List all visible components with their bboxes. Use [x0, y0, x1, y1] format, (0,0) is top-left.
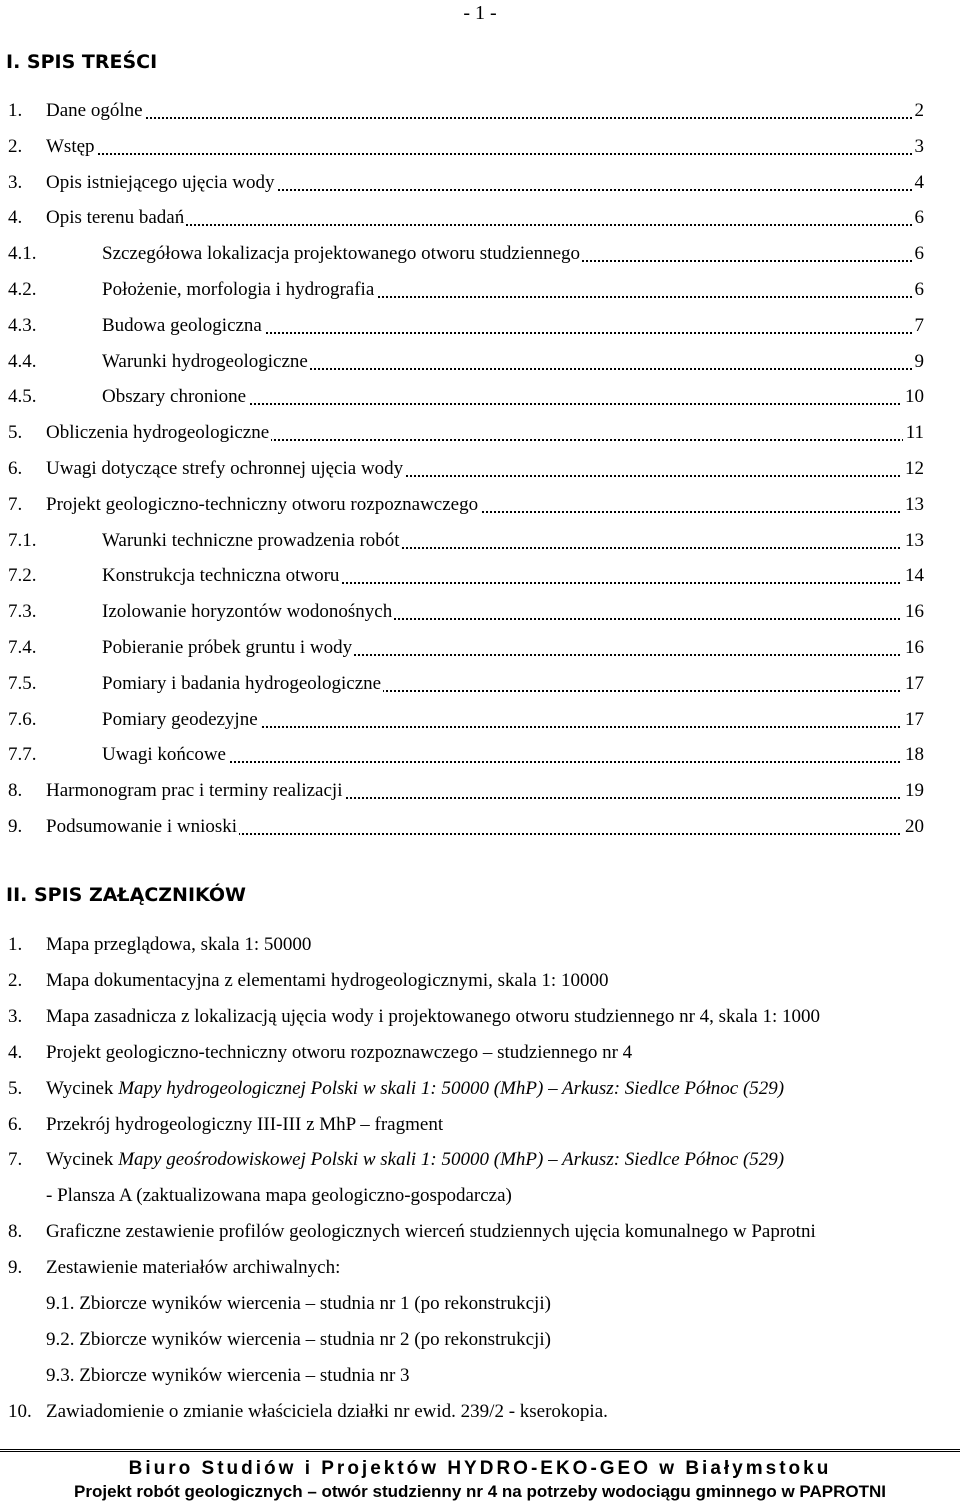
attachment-number: 3. [8, 1005, 23, 1027]
toc-entry-leader [46, 490, 924, 520]
toc-entry-leader [46, 454, 924, 484]
toc-entry-number: 7.5. [8, 672, 37, 694]
toc-entry[interactable] [0, 168, 960, 198]
toc-entry-title: Opis terenu badań [46, 207, 185, 229]
attachment-text [46, 1397, 608, 1427]
toc-entry-title: Pobieranie próbek gruntu i wody [102, 637, 353, 658]
toc-entry-title: Opis istniejącego ujęcia wody [46, 171, 275, 193]
toc-entry-leader [46, 418, 924, 448]
attachment-item [0, 1145, 960, 1175]
toc-entry-leader [102, 633, 924, 663]
toc-entry-number: 4. [8, 207, 23, 229]
toc-entry-leader [102, 311, 924, 341]
toc-entry-number: 6. [8, 458, 23, 479]
attachment-item [0, 1038, 960, 1068]
attachment-text-part: Mapa dokumentacyjna z elementami hydrogeologicznymi, skala 1: 10000 [46, 969, 609, 991]
toc-entry-title: Budowa geologiczna [102, 314, 262, 336]
attachment-number: 2. [8, 969, 23, 991]
toc-entry-number: 7.1. [8, 529, 37, 551]
attachment-text-part: Mapa przeglądowa, skala 1: 50000 [46, 934, 312, 955]
toc-entry[interactable] [0, 812, 960, 842]
toc-entry-page: 7 [912, 311, 925, 341]
attachment-text [46, 1253, 340, 1283]
toc-entry-title: Pomiary i badania hydrogeologiczne [102, 672, 382, 694]
toc-entry-page: 14 [902, 561, 924, 591]
attachment-text [46, 1074, 784, 1104]
toc-entry-number: 8. [8, 780, 23, 802]
attachment-text-part: Projekt geologiczno-techniczny otworu rozpoznawczego – studziennego nr 4 [46, 1041, 633, 1063]
attachment-text-part: 9.3. Zbiorcze wyników wiercenia – studnia nr 3 [46, 1364, 410, 1386]
toc-entry[interactable] [0, 561, 960, 591]
toc-entry[interactable] [0, 776, 960, 806]
toc-entry-page: 17 [902, 669, 924, 699]
toc-entry-number: 5. [8, 422, 23, 444]
toc-entry[interactable] [0, 418, 960, 448]
toc-entry-page: 6 [912, 275, 925, 305]
toc-entry-title: Obszary chronione [102, 386, 247, 408]
toc-entry[interactable] [0, 275, 960, 305]
attachment-text-part: Mapa zasadnicza z lokalizacją ujęcia wody i projektowanego otworu studziennego nr 4, skala 1: 1000 [46, 1005, 820, 1027]
attachment-text-part: Zestawienie materiałów archiwalnych: [46, 1257, 341, 1279]
attachment-text-part: 9.1. Zbiorcze wyników wiercenia – studnia nr 1 (po rekonstrukcji) [46, 1293, 551, 1314]
toc-entry-leader [46, 203, 924, 233]
toc-entry-leader [102, 669, 924, 699]
page-number: - 1 - [463, 2, 497, 24]
toc-entry-title: Projekt geologiczno-techniczny otworu rozpoznawczego [46, 493, 479, 515]
toc-entry[interactable] [0, 705, 960, 735]
toc-entry-number: 7.7. [8, 744, 37, 766]
toc-entry-page: 13 [902, 490, 924, 520]
toc-entry-page: 11 [903, 418, 924, 448]
attachment-text [46, 966, 608, 996]
toc-entry-number: 7.3. [8, 601, 37, 623]
attachment-item [0, 930, 960, 960]
toc-entry-title: Uwagi końcowe [102, 744, 226, 766]
toc-entry-page: 3 [912, 132, 925, 162]
attachment-item [0, 1253, 960, 1283]
attachment-text-part: Zawiadomienie o zmianie właściciela działki nr ewid. 239/2 - kserokopia. [46, 1400, 608, 1422]
toc-entry-page: 19 [902, 776, 924, 806]
toc-entry-page: 17 [902, 705, 924, 735]
toc-entry-title: Szczegółowa lokalizacja projektowanego otworu studziennego [102, 243, 580, 265]
toc-entry-page: 4 [912, 168, 925, 198]
attachment-number: 4. [8, 1041, 23, 1063]
toc-entry-number: 7.2. [8, 565, 37, 587]
toc-entry[interactable] [0, 633, 960, 663]
attachment-item [0, 966, 960, 996]
attachment-text-part: 9.2. Zbiorcze wyników wiercenia – studnia nr 2 (po rekonstrukcji) [46, 1328, 551, 1350]
toc-entry[interactable] [0, 382, 960, 412]
toc-entry-title: Harmonogram prac i terminy realizacji [46, 780, 343, 802]
toc-entry-number: 4.5. [8, 386, 37, 408]
attachment-text-part: Przekrój hydrogeologiczny III-III z MhP – fragment [46, 1113, 444, 1135]
toc-entry-page: 20 [902, 812, 924, 842]
toc-entry-page: 13 [902, 526, 924, 556]
toc-entry[interactable] [0, 597, 960, 627]
toc-entry[interactable] [0, 526, 960, 556]
toc-entry-leader [102, 275, 924, 305]
toc-entry-title: Izolowanie horyzontów wodonośnych [102, 601, 393, 623]
attachment-item [0, 1217, 960, 1247]
attachment-number: 10. [8, 1400, 32, 1422]
toc-entry-number: 7.4. [8, 637, 37, 658]
toc-entry-page: 6 [912, 203, 925, 233]
toc-entry-page: 6 [912, 239, 925, 269]
toc-entry-title: Położenie, morfologia i hydrografia [102, 279, 375, 300]
attachment-number: 1. [8, 934, 23, 955]
toc-entry[interactable] [0, 454, 960, 484]
attachment-item [0, 1397, 960, 1427]
toc-entry-title: Konstrukcja techniczna otworu [102, 565, 340, 587]
page-footer [0, 1449, 960, 1501]
toc-entry-title: Wstęp [46, 135, 95, 157]
toc-entry-leader [46, 776, 924, 806]
toc-entry-number: 7.6. [8, 708, 37, 730]
toc-entry-title: Podsumowanie i wnioski [46, 816, 238, 837]
attachment-text-part: Wycinek [46, 1149, 119, 1171]
toc-entry-page: 9 [912, 347, 925, 377]
attachment-item [0, 1325, 960, 1355]
toc-entry-leader [102, 740, 924, 770]
attachment-text [46, 1181, 512, 1211]
toc-entry-number: 4.1. [8, 243, 37, 265]
attachment-text [46, 1361, 410, 1391]
toc-entry-leader [46, 812, 924, 842]
toc-entry[interactable] [0, 96, 960, 126]
attachment-text-part: Wycinek [46, 1077, 119, 1099]
attachment-text [46, 1110, 443, 1140]
toc-entry-leader [102, 239, 924, 269]
toc-entry-page: 16 [902, 597, 924, 627]
toc-entry-leader [102, 382, 924, 412]
toc-entry[interactable] [0, 311, 960, 341]
attachment-number: 5. [8, 1077, 23, 1099]
toc-heading: I. SPIS TREŚCI [6, 51, 158, 73]
attachments-heading: II. SPIS ZAŁĄCZNIKÓW [6, 884, 247, 906]
toc-entry-number: 4.4. [8, 350, 37, 372]
toc-entry-leader [46, 168, 924, 198]
toc-entry-page: 10 [902, 382, 924, 412]
attachment-text [46, 1145, 784, 1175]
attachment-item [0, 1361, 960, 1391]
toc-entry-title: Pomiary geodezyjne [102, 708, 258, 730]
toc-entry[interactable] [0, 669, 960, 699]
attachment-number: 9. [8, 1257, 23, 1279]
toc-entry-page: 2 [912, 96, 925, 126]
toc-entry-number: 9. [8, 816, 23, 837]
attachment-text-part: - Plansza A (zaktualizowana mapa geologiczno-gospodarcza) [46, 1185, 512, 1207]
toc-entry-number: 4.2. [8, 279, 37, 300]
attachment-text-part: Mapy geośrodowiskowej Polski w skali 1: 50000 (MhP) – Arkusz: Siedlce Północ (529) [118, 1149, 785, 1171]
toc-entry[interactable] [0, 132, 960, 162]
toc-entry-title: Warunki hydrogeologiczne [102, 350, 308, 372]
toc-entry[interactable] [0, 490, 960, 520]
toc-entry-leader [46, 96, 924, 126]
attachment-number: 6. [8, 1113, 23, 1135]
toc-entry-leader [46, 132, 924, 162]
attachment-item [0, 1074, 960, 1104]
toc-entry-page: 18 [902, 740, 924, 770]
toc-entry-title: Dane ogólne [46, 100, 143, 121]
attachment-item [0, 1181, 960, 1211]
attachment-text-part: Mapy hydrogeologicznej Polski w skali 1: 50000 (MhP) – Arkusz: Siedlce Północ (529) [118, 1077, 785, 1099]
toc-entry-number: 3. [8, 171, 23, 193]
toc-entry[interactable] [0, 203, 960, 233]
toc-entry-number: 2. [8, 135, 23, 157]
footer-company: Biuro Studiów i Projektów HYDRO-EKO-GEO w Białymstoku [128, 1458, 832, 1479]
attachment-text [46, 1217, 816, 1247]
toc-entry-leader [102, 705, 924, 735]
toc-entry-number: 7. [8, 493, 23, 515]
toc-entry-leader [102, 526, 924, 556]
toc-entry-number: 4.3. [8, 314, 37, 336]
toc-entry-title: Warunki techniczne prowadzenia robót [102, 529, 400, 551]
toc-entry-title: Obliczenia hydrogeologiczne [46, 422, 270, 444]
toc-entry-leader [102, 597, 924, 627]
toc-entry-leader [102, 347, 924, 377]
toc-entry-title: Uwagi dotyczące strefy ochronnej ujęcia wody [46, 458, 404, 479]
attachment-number: 8. [8, 1221, 23, 1243]
toc-entry-page: 12 [902, 454, 924, 484]
attachment-item [0, 1002, 960, 1032]
attachment-text [46, 1038, 632, 1068]
toc-entry[interactable] [0, 239, 960, 269]
attachment-item [0, 1289, 960, 1319]
attachment-text-part: Graficzne zestawienie profilów geologicznych wierceń studziennych ujęcia komunalnego w Paprotni [46, 1221, 816, 1243]
attachment-text [46, 1325, 551, 1355]
toc-entry[interactable] [0, 347, 960, 377]
toc-entry-leader [102, 561, 924, 591]
attachment-number: 7. [8, 1149, 23, 1171]
toc-entry-number: 1. [8, 100, 23, 121]
toc-entry[interactable] [0, 740, 960, 770]
attachment-text [46, 930, 311, 960]
attachment-text [46, 1002, 820, 1032]
attachment-text [46, 1289, 551, 1319]
attachment-item [0, 1110, 960, 1140]
toc-entry-page: 16 [902, 633, 924, 663]
footer-project: Projekt robót geologicznych – otwór studzienny nr 4 na potrzeby wodociągu gminnego w PAPROTNI [74, 1482, 886, 1501]
